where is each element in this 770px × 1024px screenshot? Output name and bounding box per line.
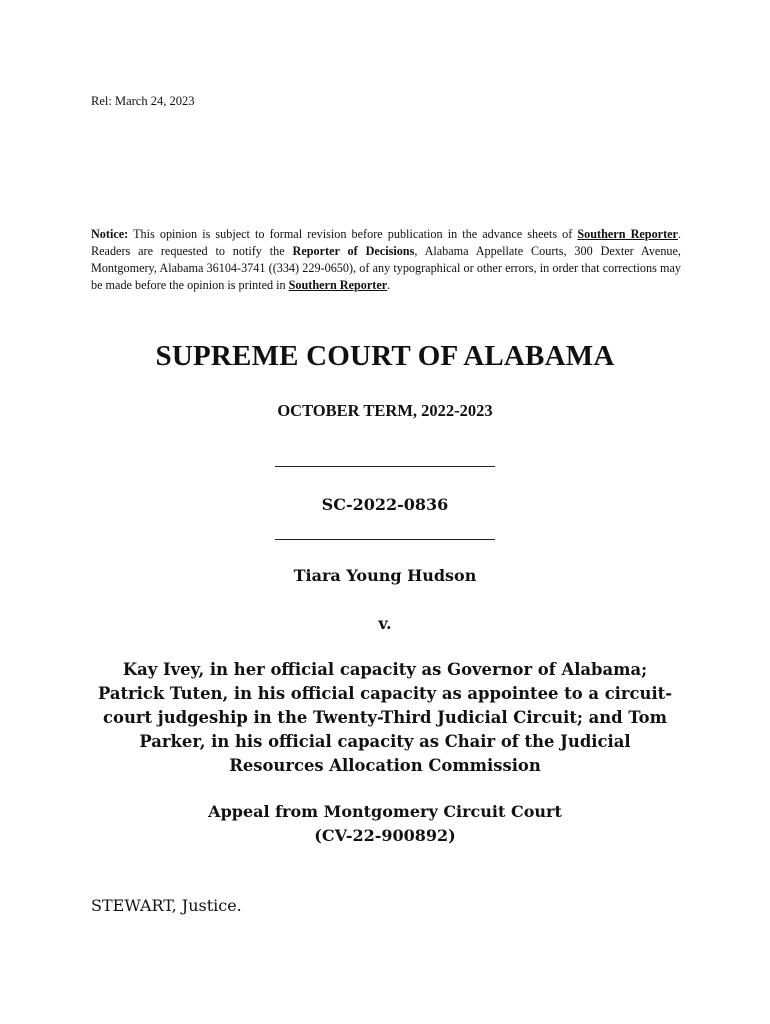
southern-reporter-ref-1: Southern Reporter: [577, 227, 678, 241]
notice-label: Notice:: [91, 227, 129, 241]
appeal-court-line: Appeal from Montgomery Circuit Court: [208, 802, 562, 821]
notice-text-2: . Readers are requested to notify the: [91, 227, 682, 258]
notice-text-3: , Alabama Appellate Courts, 300 Dexter Avenue, Montgomery, Alabama 36104-3741 ((334) 229-0650), of any typographical or other errors, in order that corrections may be made before the opinion is printed in: [91, 244, 681, 292]
appellant-name: Tiara Young Hudson: [293, 566, 477, 585]
versus-label: v.: [378, 614, 392, 633]
reporter-of-decisions: Reporter of Decisions: [292, 244, 415, 258]
southern-reporter-ref-2: Southern Reporter: [288, 278, 388, 292]
divider-rule-bottom: [275, 539, 495, 540]
divider-rule-top: [275, 466, 495, 467]
appellees-names: Kay Ivey, in her official capacity as Governor of Alabama; Patrick Tuten, in his official capacity as appointee to a circuit-court judgeship in the Twenty-Third Judicial Circuit; and Tom Parker, in his official capacity as Chair of the Judicial Resources Allocation Commission: [97, 660, 673, 775]
court-name: SUPREME COURT OF ALABAMA: [155, 340, 615, 372]
release-date: Rel: March 24, 2023: [91, 94, 195, 108]
appeal-origin: [0, 800, 770, 848]
notice-text-1: This opinion is subject to formal revision before publication in the advance sheets of: [128, 227, 578, 241]
court-term: OCTOBER TERM, 2022-2023: [277, 401, 493, 420]
case-number: SC-2022-0836: [321, 495, 449, 514]
appeal-case-number: (CV-22-900892): [314, 826, 456, 845]
notice-text-4: .: [387, 278, 391, 292]
opinion-author: STEWART, Justice.: [91, 896, 242, 915]
publication-notice: [91, 226, 681, 294]
